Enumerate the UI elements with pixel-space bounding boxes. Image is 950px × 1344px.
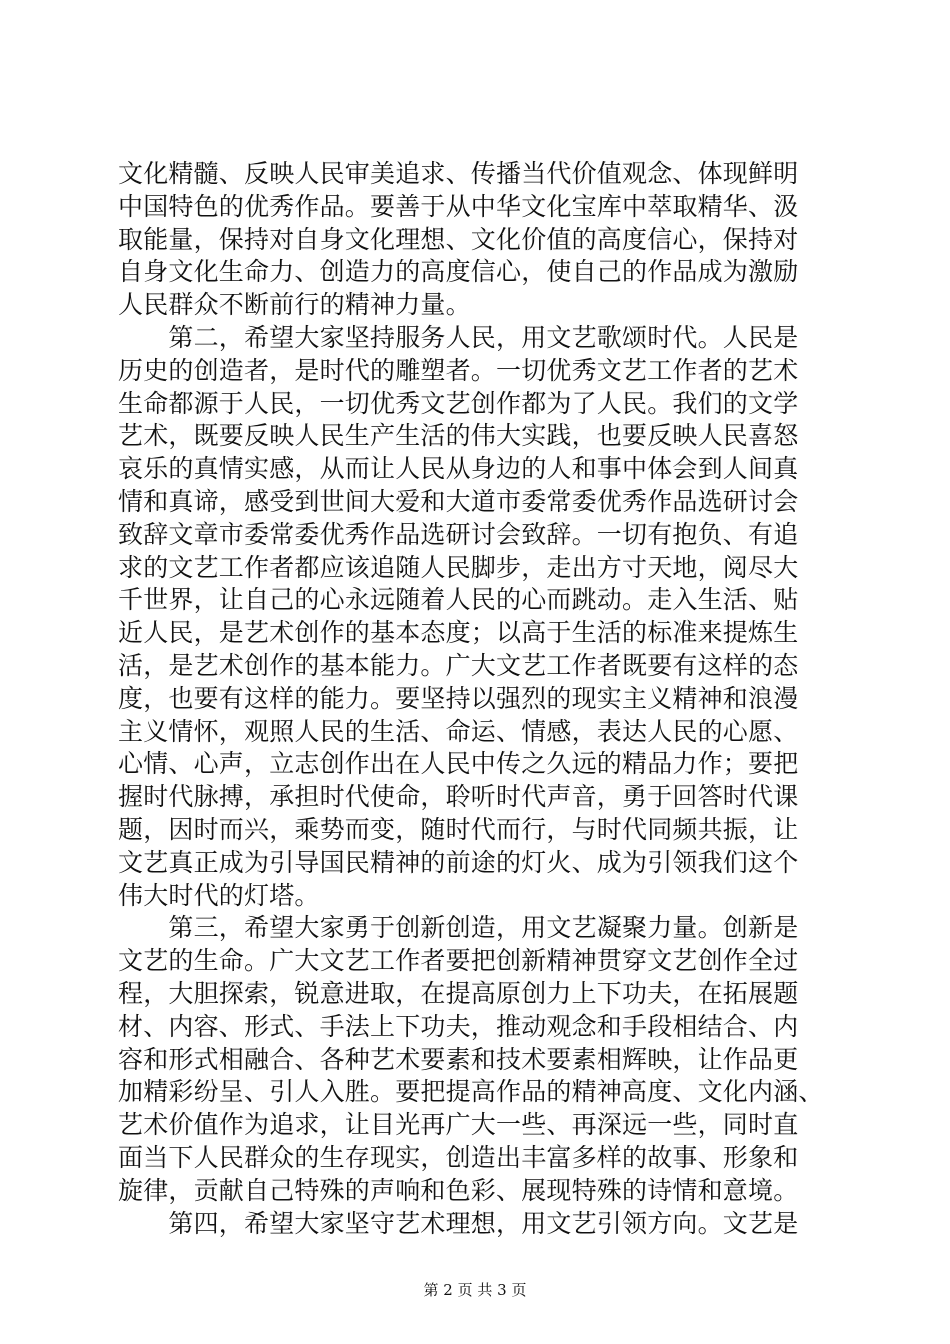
text-line: 材、内容、形式、手法上下功夫，推动观念和手段相结合、内 [118,1011,799,1041]
text-line: 文艺真正成为引导国民精神的前途的灯火、成为引领我们这个 [118,847,799,877]
text-line: 千世界，让自己的心永远随着人民的心而跳动。走入生活、贴 [118,585,799,615]
text-line: 握时代脉搏，承担时代使命，聆听时代声音，勇于回答时代课 [118,782,799,812]
text-line: 致辞文章市委常委优秀作品选研讨会致辞。一切有抱负、有追 [118,519,799,549]
text-line: 取能量，保持对自身文化理想、文化价值的高度信心，保持对 [118,224,799,254]
text-line: 加精彩纷呈、引人入胜。要把提高作品的精神高度、文化内涵、 [118,1077,824,1107]
text-line: 人民群众不断前行的精神力量。 [118,290,471,320]
text-line: 文艺的生命。广大文艺工作者要把创新精神贯穿文艺创作全过 [118,946,799,976]
text-line: 程，大胆探索，锐意进取，在提高原创力上下功夫，在拓展题 [118,978,799,1008]
text-line: 哀乐的真情实感，从而让人民从身边的人和事中体会到人间真 [118,454,799,484]
paragraph-start-line: 第二，希望大家坚持服务人民，用文艺歌颂时代。人民是 [118,322,799,352]
text-line: 活，是艺术创作的基本能力。广大文艺工作者既要有这样的态 [118,650,799,680]
text-line: 题，因时而兴，乘势而变，随时代而行，与时代同频共振，让 [118,814,799,844]
text-line: 中国特色的优秀作品。要善于从中华文化宝库中萃取精华、汲 [118,191,799,221]
text-line: 面当下人民群众的生存现实，创造出丰富多样的故事、形象和 [118,1142,799,1172]
text-line: 伟大时代的灯塔。 [118,880,320,910]
paragraph-start-line: 第四，希望大家坚守艺术理想，用文艺引领方向。文艺是 [118,1208,799,1238]
text-line: 旋律，贡献自己特殊的声响和色彩、展现特殊的诗情和意境。 [118,1175,799,1205]
text-line: 文化精髓、反映人民审美追求、传播当代价值观念、体现鲜明 [118,159,799,188]
paragraph-start-line: 第三，希望大家勇于创新创造，用文艺凝聚力量。创新是 [118,913,799,943]
text-line: 艺术价值作为追求，让目光再广大一些、再深远一些，同时直 [118,1110,799,1140]
text-line: 近人民，是艺术创作的基本态度；以高于生活的标准来提炼生 [118,618,799,648]
text-line: 历史的创造者，是时代的雕塑者。一切优秀文艺工作者的艺术 [118,355,799,385]
text-line: 情和真谛，感受到世间大爱和大道市委常委优秀作品选研讨会 [118,486,799,516]
text-line: 生命都源于人民，一切优秀文艺创作都为了人民。我们的文学 [118,388,799,418]
page-number-footer: 第 2 页 共 3 页 [423,1281,527,1299]
text-line: 自身文化生命力、创造力的高度信心，使自己的作品成为激励 [118,257,799,287]
text-line: 主义情怀，观照人民的生活、命运、情感，表达人民的心愿、 [118,716,799,746]
text-line: 容和形式相融合、各种艺术要素和技术要素相辉映，让作品更 [118,1044,799,1074]
text-line: 艺术，既要反映人民生产生活的伟大实践，也要反映人民喜怒 [118,421,799,451]
text-line: 心情、心声，立志创作出在人民中传之久远的精品力作；要把 [118,749,799,779]
text-line: 求的文艺工作者都应该追随人民脚步，走出方寸天地，阅尽大 [118,552,799,582]
body-text [118,158,838,1240]
text-line: 度，也要有这样的能力。要坚持以强烈的现实主义精神和浪漫 [118,683,799,713]
